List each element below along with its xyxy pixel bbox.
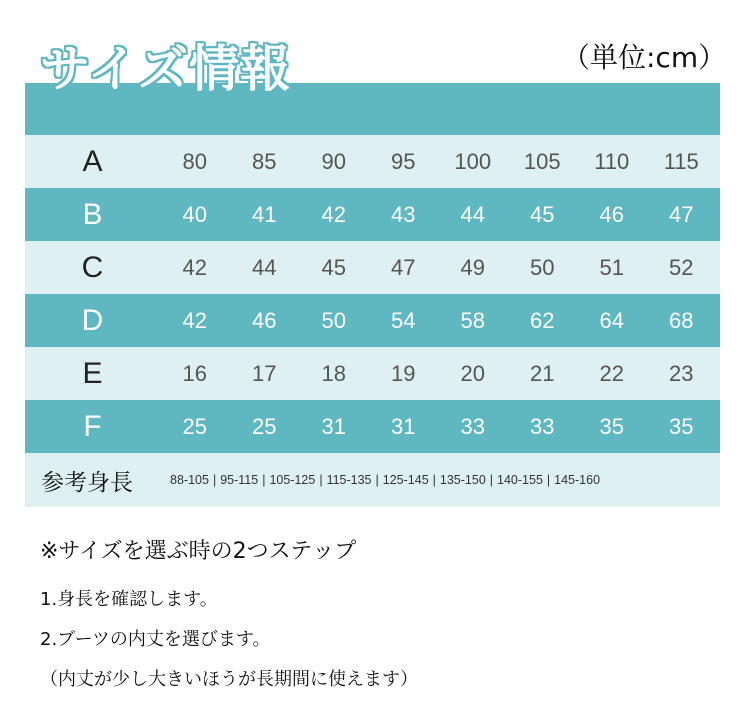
notes-title: ※サイズを選ぶ時の2つステップ bbox=[40, 539, 357, 564]
table-row-b bbox=[25, 188, 720, 241]
reference-height-label: 参考身長 bbox=[41, 469, 133, 496]
table-cell: 16 bbox=[182, 360, 207, 386]
table-cell: 45 bbox=[321, 254, 346, 280]
row-label: D bbox=[81, 303, 104, 337]
note-line-1: 1.身長を確認します。 bbox=[40, 589, 218, 610]
table-cell: 44 bbox=[252, 254, 277, 280]
table-cell: 42 bbox=[321, 201, 346, 227]
size-selection-notes bbox=[40, 534, 418, 705]
separator: | bbox=[375, 473, 379, 487]
table-cell: 50 bbox=[530, 254, 555, 280]
table-cell: 22 bbox=[599, 360, 624, 386]
separator: | bbox=[489, 473, 494, 487]
table-cell: 33 bbox=[460, 413, 485, 439]
table-row-c bbox=[25, 241, 720, 294]
table-cell: 25 bbox=[252, 413, 277, 439]
table-cell: 47 bbox=[391, 254, 416, 280]
table-cell: 17 bbox=[252, 360, 277, 386]
table-cell: 51 bbox=[599, 254, 624, 280]
table-cell: 46 bbox=[252, 307, 277, 333]
height-range: 125-145 bbox=[382, 473, 429, 487]
table-cell: 105 bbox=[523, 148, 561, 174]
table-cell: 47 bbox=[669, 201, 694, 227]
table-cell: 41 bbox=[252, 201, 277, 227]
table-cell: 18 bbox=[321, 360, 346, 386]
table-cell: 42 bbox=[182, 254, 207, 280]
height-range: 105-125 bbox=[269, 473, 316, 487]
table-row-f bbox=[25, 400, 720, 453]
page-title: サイズ情報 bbox=[40, 40, 291, 98]
table-cell: 20 bbox=[460, 360, 485, 386]
table-cell: 90 bbox=[321, 148, 346, 174]
separator: | bbox=[546, 473, 551, 487]
table-cell: 62 bbox=[530, 307, 555, 333]
table-cell: 35 bbox=[599, 413, 624, 439]
separator: | bbox=[212, 473, 217, 487]
table-row-e bbox=[25, 347, 720, 400]
note-line-3: （内丈が少し大きいほうが長期間に使えます） bbox=[40, 669, 418, 690]
table-cell: 64 bbox=[599, 307, 624, 333]
table-cell: 31 bbox=[321, 413, 346, 439]
table-cell: 50 bbox=[321, 307, 346, 333]
table-cell: 40 bbox=[182, 201, 207, 227]
table-cell: 19 bbox=[391, 360, 416, 386]
unit-label: （単位:cm） bbox=[562, 41, 727, 74]
separator: | bbox=[319, 473, 323, 487]
row-label: A bbox=[82, 144, 103, 178]
table-row-a bbox=[25, 135, 720, 188]
table-cell: 33 bbox=[530, 413, 555, 439]
table-cell: 25 bbox=[182, 413, 207, 439]
row-label: C bbox=[81, 250, 104, 284]
table-cell: 49 bbox=[460, 254, 485, 280]
table-cell: 45 bbox=[530, 201, 555, 227]
table-cell: 68 bbox=[669, 307, 694, 333]
table-cell: 115 bbox=[663, 148, 699, 174]
table-cell: 52 bbox=[669, 254, 694, 280]
size-table bbox=[25, 135, 720, 507]
note-line-2: 2.ブーツの内丈を選びます。 bbox=[40, 629, 271, 650]
table-cell: 44 bbox=[460, 201, 485, 227]
table-cell: 31 bbox=[391, 413, 416, 439]
table-cell: 100 bbox=[454, 148, 492, 174]
height-range: 95-115 bbox=[220, 473, 259, 487]
separator: | bbox=[262, 473, 266, 487]
height-range: 140-155 bbox=[497, 473, 543, 487]
table-cell: 85 bbox=[252, 148, 277, 174]
table-cell: 23 bbox=[669, 360, 694, 386]
table-cell: 35 bbox=[669, 413, 694, 439]
table-cell: 46 bbox=[599, 201, 624, 227]
height-range: 135-150 bbox=[439, 473, 486, 487]
row-label: B bbox=[82, 197, 103, 231]
reference-height-row bbox=[25, 453, 720, 507]
height-range: 145-160 bbox=[554, 473, 601, 487]
reference-height-ranges bbox=[170, 473, 600, 487]
table-cell: 21 bbox=[530, 360, 555, 386]
table-cell: 95 bbox=[391, 148, 416, 174]
separator: | bbox=[432, 473, 436, 487]
height-range: 115-135 bbox=[326, 473, 372, 487]
table-cell: 80 bbox=[182, 148, 207, 174]
table-cell: 42 bbox=[182, 307, 207, 333]
height-range: 88-105 bbox=[170, 473, 209, 487]
table-cell: 58 bbox=[460, 307, 485, 333]
table-row-d bbox=[25, 294, 720, 347]
table-cell: 43 bbox=[391, 201, 416, 227]
table-cell: 54 bbox=[391, 307, 416, 333]
table-cell: 110 bbox=[594, 148, 630, 174]
row-label: F bbox=[83, 409, 102, 443]
row-label: E bbox=[82, 356, 103, 390]
